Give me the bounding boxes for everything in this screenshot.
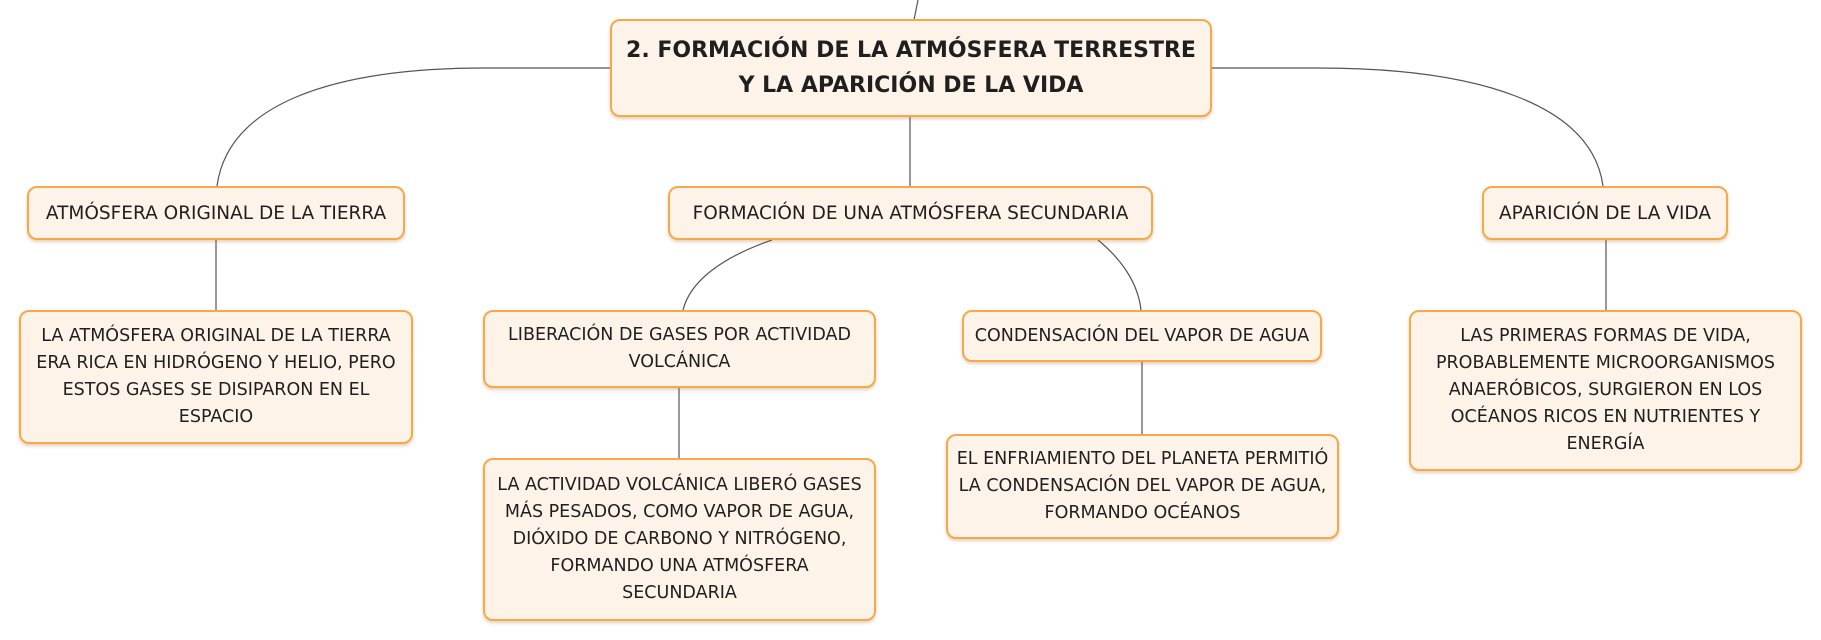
node-detail-atmosfera-original-label: LA ATMÓSFERA ORIGINAL DE LA TIERRA ERA RICA EN HIDRÓGENO Y HELIO, PERO ESTOS GASES SE DISIPARON EN EL ESPACIO bbox=[36, 326, 396, 427]
node-atmosfera-original-label: ATMÓSFERA ORIGINAL DE LA TIERRA bbox=[45, 202, 387, 224]
node-atmosfera-original[interactable] bbox=[27, 186, 405, 240]
connector-root-to-vida bbox=[1212, 68, 1603, 186]
node-detail-atmosfera-original[interactable] bbox=[19, 310, 413, 444]
node-liberacion-gases[interactable] bbox=[483, 310, 876, 388]
node-condensacion-vapor-label: CONDENSACIÓN DEL VAPOR DE AGUA bbox=[974, 325, 1310, 346]
node-condensacion-vapor[interactable] bbox=[962, 310, 1322, 362]
node-detail-aparicion-vida-label: LAS PRIMERAS FORMAS DE VIDA, PROBABLEMENTE MICROORGANISMOS ANAERÓBICOS, SURGIERON EN LOS OCÉANOS RICOS EN NUTRIENTES Y ENERGÍA bbox=[1435, 326, 1776, 454]
node-atmosfera-secundaria[interactable] bbox=[668, 186, 1153, 240]
node-detail-aparicion-vida[interactable] bbox=[1409, 310, 1802, 471]
node-liberacion-gases-label: LIBERACIÓN DE GASES POR ACTIVIDAD VOLCÁNICA bbox=[508, 325, 851, 372]
connector-secundaria-to-vapor bbox=[1098, 240, 1141, 310]
node-detail-condensacion-vapor[interactable] bbox=[946, 434, 1339, 539]
node-atmosfera-secundaria-label: FORMACIÓN DE UNA ATMÓSFERA SECUNDARIA bbox=[692, 202, 1129, 224]
node-aparicion-vida[interactable] bbox=[1482, 186, 1728, 240]
connector-root-to-original bbox=[217, 68, 610, 186]
node-aparicion-vida-label: APARICIÓN DE LA VIDA bbox=[1498, 202, 1712, 224]
node-detail-liberacion-gases-label: LA ACTIVIDAD VOLCÁNICA LIBERÓ GASES MÁS PESADOS, COMO VAPOR DE AGUA, DIÓXIDO DE CARBONO Y NITRÓGENO, FORMANDO UNA ATMÓSFERA SECUNDARIA bbox=[497, 475, 862, 603]
connector-incoming-root bbox=[914, 0, 918, 20]
node-detail-condensacion-vapor-label: EL ENFRIAMIENTO DEL PLANETA PERMITIÓ LA CONDENSACIÓN DEL VAPOR DE AGUA, FORMANDO OCÉANOS bbox=[956, 449, 1329, 523]
node-detail-liberacion-gases[interactable] bbox=[483, 458, 876, 621]
connector-secundaria-to-gases bbox=[683, 240, 772, 310]
root-node-label: 2. FORMACIÓN DE LA ATMÓSFERA TERRESTRE Y LA APARICIÓN DE LA VIDA bbox=[626, 38, 1196, 98]
root-node[interactable] bbox=[610, 19, 1212, 117]
